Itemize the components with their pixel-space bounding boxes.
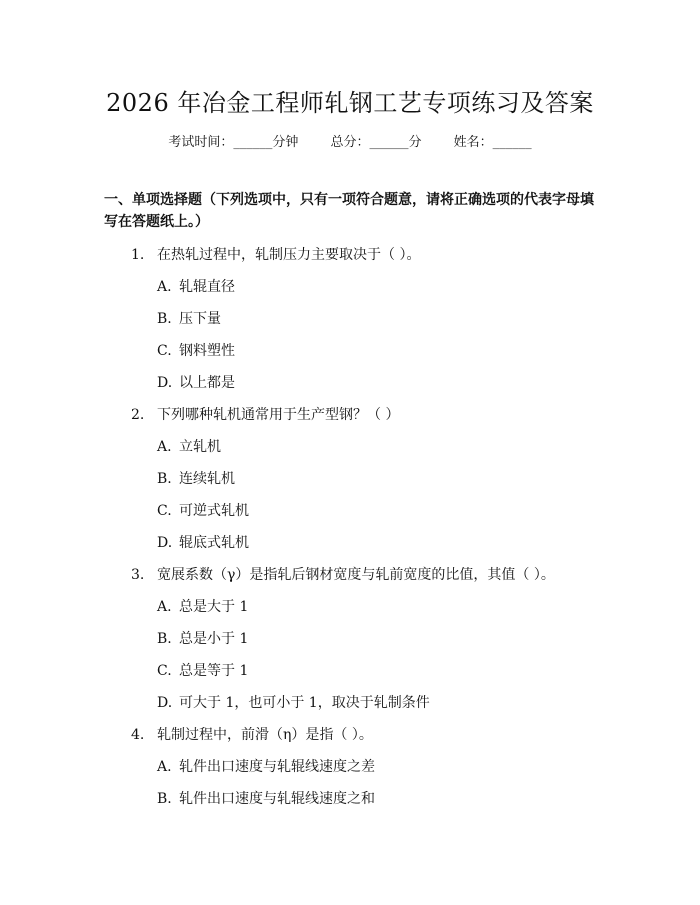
exam-score: 总分：______分 [330,135,422,150]
question-number: 4. [131,727,145,743]
option-letter: A. [157,759,172,775]
option-text: 以上都是 [179,375,235,391]
option-1b [157,308,221,328]
option-text: 连续轧机 [179,471,235,487]
option-3c [157,660,248,680]
option-letter: A. [157,279,172,295]
option-letter: A. [157,439,172,455]
option-letter: B. [157,471,172,487]
question-2 [131,404,399,424]
section-heading: 一、单项选择题（下列选项中，只有一项符合题意，请将正确选项的代表字母填写在答题纸上。） [104,192,594,230]
option-text: 可逆式轧机 [179,503,249,519]
exam-name: 姓名：______ [453,135,532,150]
option-letter: B. [157,311,172,327]
option-text: 压下量 [179,311,221,327]
option-text: 轧辊直径 [179,279,235,295]
option-1d [157,372,235,392]
question-number: 1. [131,247,145,263]
option-letter: C. [157,663,172,679]
option-3d [157,692,430,712]
option-letter: D. [157,535,173,551]
option-4b [157,788,375,808]
question-text: 轧制过程中，前滑（η）是指（ ）。 [157,727,373,743]
page-title: 2026 年冶金工程师轧钢工艺专项练习及答案 [106,89,594,117]
option-letter: C. [157,503,172,519]
option-text: 总是大于 1 [179,599,249,615]
option-letter: A. [157,599,172,615]
option-text: 辊底式轧机 [179,535,249,551]
question-text: 下列哪种轧机通常用于生产型钢？（ ） [157,407,400,423]
option-letter: B. [157,791,172,807]
option-2d [157,532,249,552]
question-text: 在热轧过程中，轧制压力主要取决于（ ）。 [157,247,421,263]
option-1c [157,340,235,360]
question-text: 宽展系数（γ）是指轧后钢材宽度与轧前宽度的比值，其值（ ）。 [157,567,555,583]
question-1 [131,244,420,264]
option-2b [157,468,235,488]
option-1a [157,276,235,296]
question-3 [131,564,555,584]
option-text: 可大于 1，也可小于 1，取决于轧制条件 [179,695,430,711]
exam-meta [0,131,700,150]
option-letter: D. [157,695,173,711]
option-text: 轧件出口速度与轧辊线速度之和 [179,791,375,807]
option-letter: C. [157,343,172,359]
option-2a [157,436,221,456]
option-text: 轧件出口速度与轧辊线速度之差 [179,759,375,775]
option-letter: B. [157,631,172,647]
option-letter: D. [157,375,173,391]
option-4a [157,756,375,776]
option-text: 总是小于 1 [179,631,249,647]
question-4 [131,724,373,744]
question-number: 2. [131,407,145,423]
exam-time: 考试时间：______分钟 [168,135,299,150]
option-3b [157,628,248,648]
option-3a [157,596,248,616]
option-text: 钢料塑性 [179,343,235,359]
option-2c [157,500,249,520]
option-text: 立轧机 [179,439,221,455]
option-text: 总是等于 1 [179,663,249,679]
question-number: 3. [131,567,145,583]
